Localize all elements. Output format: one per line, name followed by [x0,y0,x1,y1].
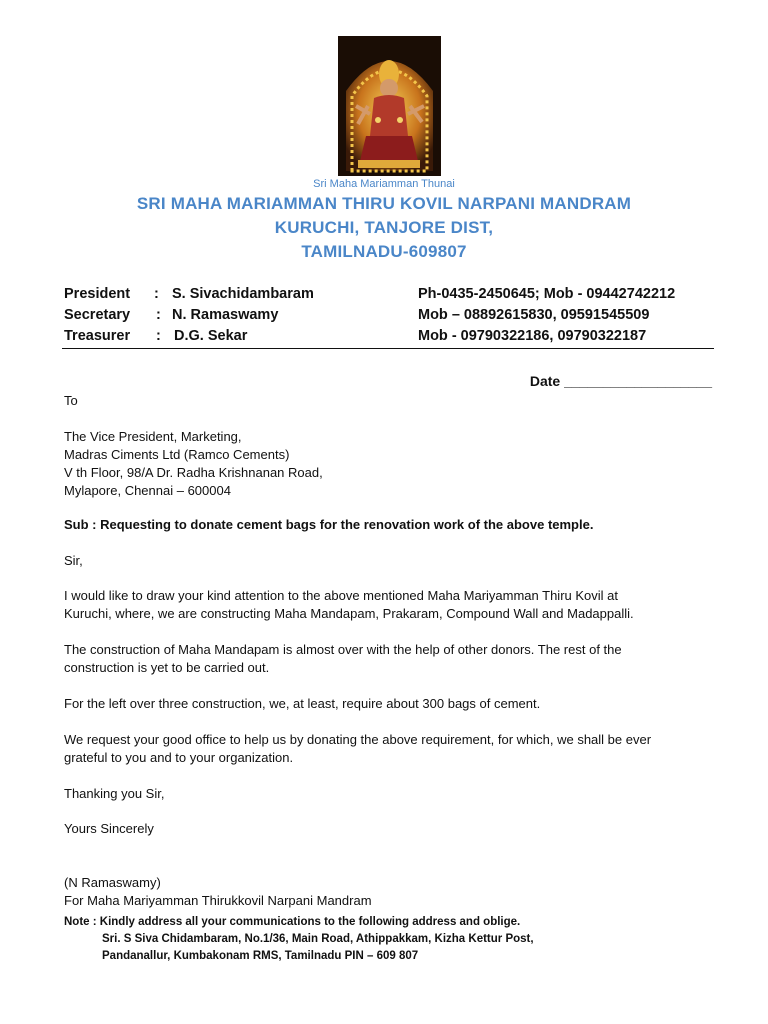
address-line: Madras Ciments Ltd (Ramco Cements) [64,447,290,462]
note-line: Pandanallur, Kumbakonam RMS, Tamilnadu PIN – 609 807 [102,950,419,962]
note-line: Note : Kindly address all your communications to the following address and oblige. [64,916,521,928]
paragraph-3 [64,695,540,713]
officer-sep: : [154,286,159,302]
address-line: The Vice President, Marketing, [64,429,242,444]
officer-contact: Mob - 09790322186, 09790322187 [418,328,647,344]
recipient-address [64,428,323,500]
note-block [64,914,534,965]
officer-name: D.G. Sekar [174,328,248,344]
officer-role: Treasurer [64,328,131,344]
small-title: Sri Maha Mariamman Thunai [313,178,455,190]
address-line: V th Floor, 98/A Dr. Radha Krishnanan Road, [64,465,323,480]
header-divider [62,348,714,349]
officer-name: S. Sivachidambaram [172,286,314,302]
officer-contact: Ph-0435-2450645; Mob - 09442742212 [418,286,676,302]
officer-name: N. Ramaswamy [172,307,279,323]
paragraph-line: The construction of Maha Mandapam is almost over with the help of other donors. The rest of the [64,642,622,657]
org-address-line-2: TAMILNADU-609807 [301,242,467,261]
paragraph-line: For the left over three construction, we, at least, require about 300 bags of cement. [64,696,541,711]
paragraph-line: construction is yet to be carried out. [64,660,270,675]
paragraph-line: We request your good office to help us by donating the above requirement, for which, we shall be ever [64,732,652,747]
signature-name: (N Ramaswamy) [64,875,161,890]
org-address-line-1: KURUCHI, TANJORE DIST, [274,218,494,237]
deity-image [338,36,441,176]
paragraph-4 [64,731,651,767]
paragraph-line: Kuruchi, where, we are constructing Maha Mandapam, Prakaram, Compound Wall and Madappalli. [64,606,634,621]
paragraph-line: I would like to draw your kind attention to the above mentioned Maha Mariyamman Thiru Kovil at [64,588,618,603]
subject-line: Sub : Requesting to donate cement bags for the renovation work of the above temple. [64,517,594,532]
signature-org: For Maha Mariyamman Thirukkovil Narpani Mandram [64,893,372,908]
paragraph-line: grateful to you and to your organization. [64,750,294,765]
signature-block [64,874,372,910]
officer-role: Secretary [64,307,131,323]
note-line: Sri. S Siva Chidambaram, No.1/36, Main Road, Athippakkam, Kizha Kettur Post, [102,933,534,945]
officer-sep: : [156,328,161,344]
thanks-line: Thanking you Sir, [64,786,165,801]
officer-contact: Mob – 08892615830, 09591545509 [418,307,650,323]
officer-sep: : [156,307,161,323]
to-label: To [64,393,78,408]
org-name: SRI MAHA MARIAMMAN THIRU KOVIL NARPANI MANDRAM [136,194,632,213]
address-line: Mylapore, Chennai – 600004 [64,483,231,498]
date-field: Date ___________________ [529,373,712,389]
paragraph-1 [64,587,634,623]
closing-line: Yours Sincerely [64,821,154,836]
salutation: Sir, [64,553,83,568]
officer-role: President [64,286,131,302]
paragraph-2 [64,641,622,677]
